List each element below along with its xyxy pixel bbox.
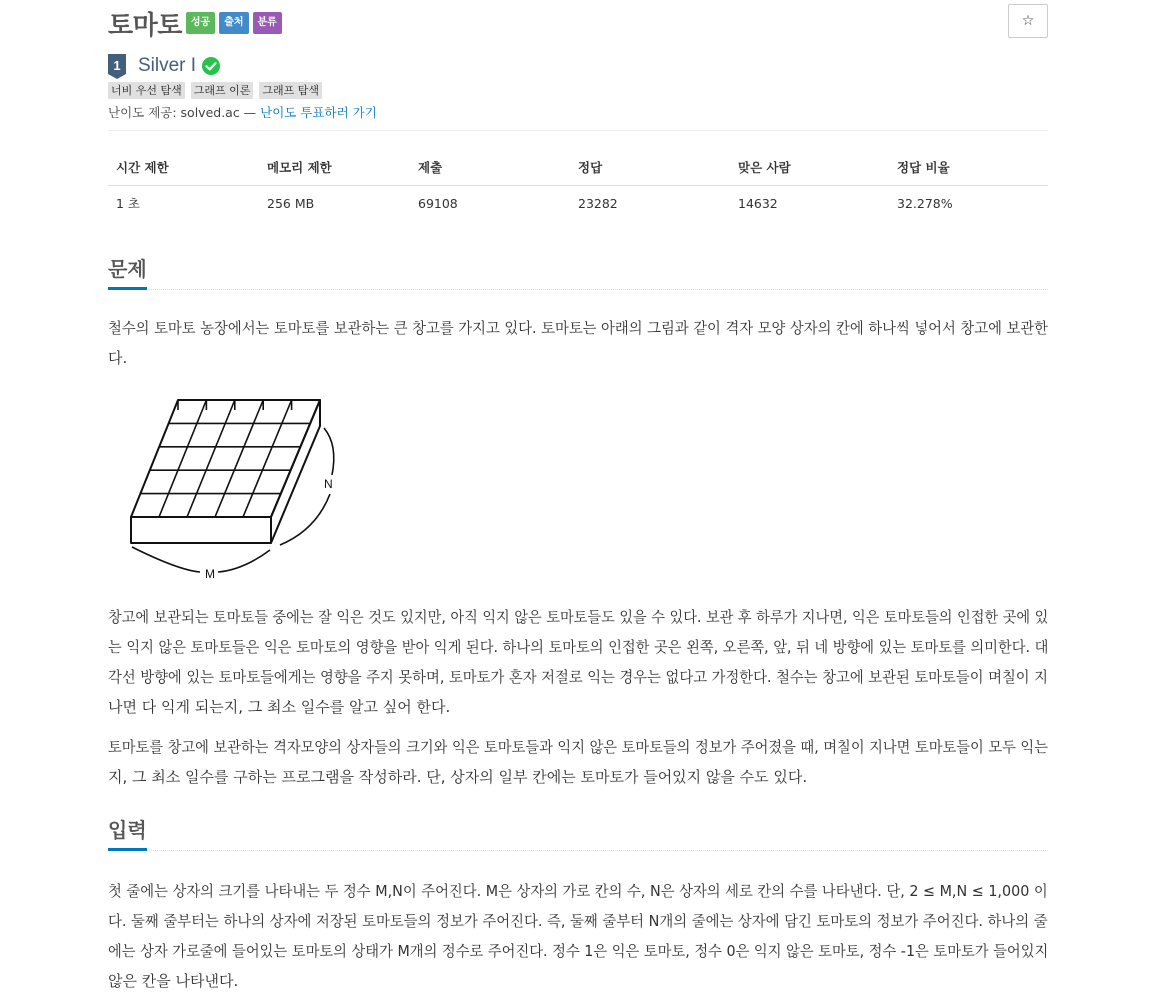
badge-category[interactable]: 분류	[253, 12, 282, 34]
tag-graph-search[interactable]: 그래프 탐색	[259, 82, 322, 99]
divider	[108, 130, 1048, 131]
problem-paragraph-2	[108, 602, 1048, 722]
value-memory-limit: 256 MB	[267, 195, 315, 211]
problem-paragraph-3	[108, 732, 1048, 792]
title-row	[108, 6, 282, 40]
problem-paragraph-1	[108, 313, 1048, 373]
page-title: 토마토	[108, 10, 182, 41]
text-line: 토마토를 창고에 보관하는 격자모양의 상자들의 크기와 익은 토마토들과 익지 않은 토마토들의 정보가 주어졌을 때, 며칠이 지나면 토마토들이 모두 익는	[108, 738, 1048, 756]
value-accepted[interactable]: 23282	[578, 195, 618, 211]
value-time-limit: 1 초	[116, 196, 141, 212]
problem-info-table	[108, 150, 1048, 221]
algorithm-tags	[108, 82, 328, 99]
text-line: 는 익지 않은 토마토들은 익은 토마토의 영향을 받아 익게 된다. 하나의 토마토의 인접한 곳은 왼쪽, 오른쪽, 앞, 뒤 네 방향에 있는 토마토를 의미한다. 대	[108, 638, 1049, 656]
difficulty-credit	[108, 103, 377, 121]
header-memory-limit: 메모리 제한	[259, 150, 410, 185]
problem-heading: 문제	[108, 254, 147, 290]
tag-graph-theory[interactable]: 그래프 이론	[191, 82, 254, 99]
header-solved-users: 맞은 사람	[730, 150, 889, 185]
text-line: 철수의 토마토 농장에서는 토마토를 보관하는 큰 창고를 가지고 있다. 토마토는 아래의 그림과 같이 격자 모양 상자의 칸에 하나씩 넣어서 창고에 보관한	[108, 319, 1049, 337]
badge-success[interactable]: 성공	[186, 12, 215, 34]
table-header-row	[108, 150, 1048, 185]
verified-check-icon	[202, 57, 220, 75]
figure-label-m: M	[205, 567, 215, 581]
text-line: 지, 그 최소 일수를 구하는 프로그램을 작성하라. 단, 상자의 일부 칸에는 토마토가 들어있지 않을 수도 있다.	[108, 768, 808, 786]
tag-bfs[interactable]: 너비 우선 탐색	[108, 82, 185, 99]
table-row	[108, 185, 1048, 221]
favorite-button[interactable]	[1008, 4, 1048, 38]
tier-row	[108, 52, 220, 80]
problem-section-header	[108, 254, 1048, 290]
header-time-limit: 시간 제한	[108, 150, 259, 185]
tier-number: 1	[113, 57, 121, 73]
badge-source[interactable]: 출처	[219, 12, 248, 34]
input-section-header	[108, 815, 1048, 851]
header-accepted: 정답	[570, 150, 730, 185]
input-paragraph	[108, 876, 1048, 996]
star-icon: ☆	[1021, 13, 1035, 29]
text-line: 않은 칸을 나타낸다.	[108, 972, 239, 990]
tier-label[interactable]: Silver I	[138, 55, 197, 76]
value-accept-rate: 32.278%	[897, 195, 953, 211]
text-line: 다.	[108, 349, 128, 367]
input-heading: 입력	[108, 815, 147, 851]
header-accept-rate: 정답 비율	[889, 150, 1048, 185]
text-line: 첫 줄에는 상자의 크기를 나타내는 두 정수 M,N이 주어진다. M은 상자의 가로 칸의 수, N은 상자의 세로 칸의 수를 나타낸다. 단, 2 ≤ M,N ≤ 1,000 이	[108, 882, 1048, 900]
text-line: 각선 방향에 있는 토마토들에게는 영향을 주지 못하며, 토마토가 혼자 저절로 익는 경우는 없다고 가정한다. 철수는 창고에 보관된 토마토들이 며칠이 지	[108, 668, 1049, 686]
text-line: 창고에 보관되는 토마토들 중에는 잘 익은 것도 있지만, 아직 익지 않은 토마토들도 있을 수 있다. 보관 후 하루가 지나면, 익은 토마토들의 인접한 곳에 있	[108, 608, 1049, 626]
value-submissions[interactable]: 69108	[418, 195, 458, 211]
credit-text: 난이도 제공: solved.ac —	[108, 105, 261, 120]
header-submissions: 제출	[410, 150, 570, 185]
value-solved-users[interactable]: 14632	[738, 195, 778, 211]
text-line: 다. 둘째 줄부터는 하나의 상자에 저장된 토마토들의 정보가 주어진다. 즉, 둘째 줄부터 N개의 줄에는 상자에 담긴 토마토의 정보가 주어진다. 하나의 줄	[108, 912, 1048, 930]
figure-label-n: N	[324, 477, 333, 491]
vote-difficulty-link[interactable]: 난이도 투표하러 가기	[260, 105, 377, 120]
tomato-box-figure	[128, 390, 348, 585]
silver-tier-icon	[108, 54, 126, 79]
text-line: 나면 다 익게 되는지, 그 최소 일수를 알고 싶어 한다.	[108, 698, 451, 716]
text-line: 에는 상자 가로줄에 들어있는 토마토의 상태가 M개의 정수로 주어진다. 정수 1은 익은 토마토, 정수 0은 익지 않은 토마토, 정수 -1은 토마토가 들어있지	[108, 942, 1049, 960]
